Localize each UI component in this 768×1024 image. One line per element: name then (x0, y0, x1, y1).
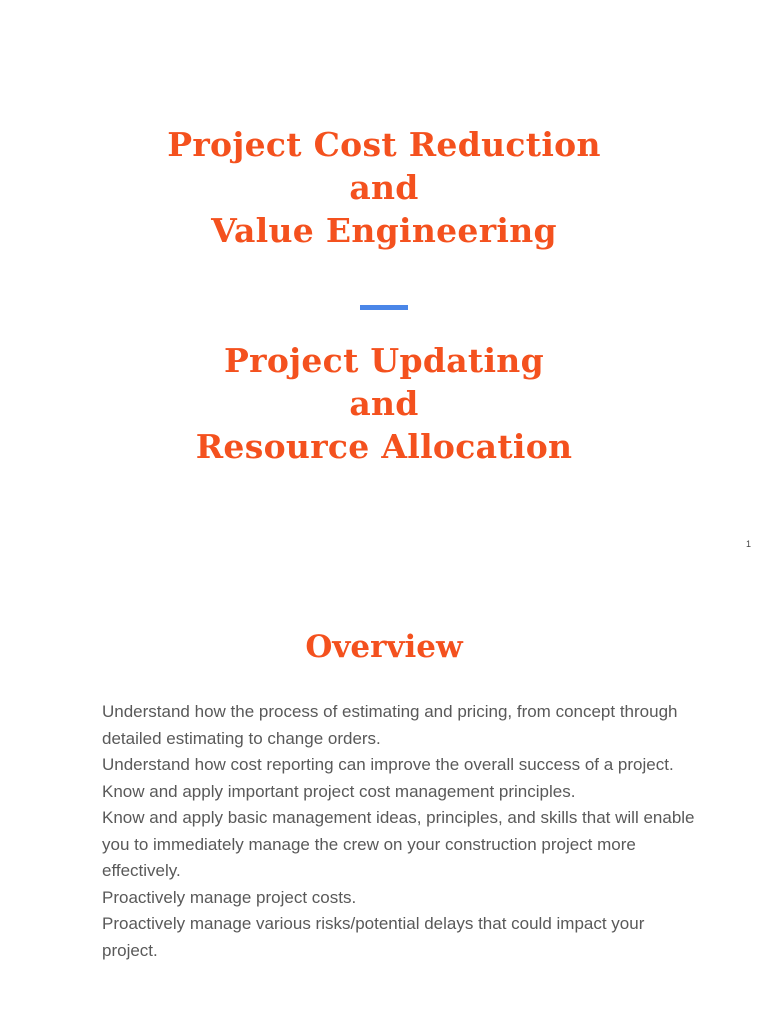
title-line: Value Engineering (211, 211, 557, 250)
title-line: and (349, 384, 419, 423)
page-number: 1 (745, 539, 751, 549)
title-heading-bottom (0, 339, 768, 468)
overview-list (102, 699, 702, 964)
title-heading-top (0, 123, 768, 252)
title-line: Resource Allocation (195, 427, 573, 466)
title-line: Project Cost Reduction (167, 125, 601, 164)
overview-item: Proactively manage project costs. (102, 887, 357, 907)
overview-item: Know and apply important project cost management principles. (102, 781, 576, 801)
overview-item: Proactively manage various risks/potential delays that could impact your project. (102, 914, 645, 960)
overview-item: Understand how cost reporting can improve the overall success of a project. (102, 755, 674, 774)
overview-item: Understand how the process of estimating and pricing, from concept through detailed estimating to change orders. (102, 702, 678, 748)
overview-item: Know and apply basic management ideas, principles, and skills that will enable you to immediately manage the crew on your construction project more effectively. (102, 808, 695, 880)
overview-slide (0, 565, 768, 1024)
title-divider (360, 305, 408, 310)
title-line: Project Updating (224, 341, 544, 380)
title-line: and (349, 168, 419, 207)
overview-heading: Overview (305, 629, 463, 665)
